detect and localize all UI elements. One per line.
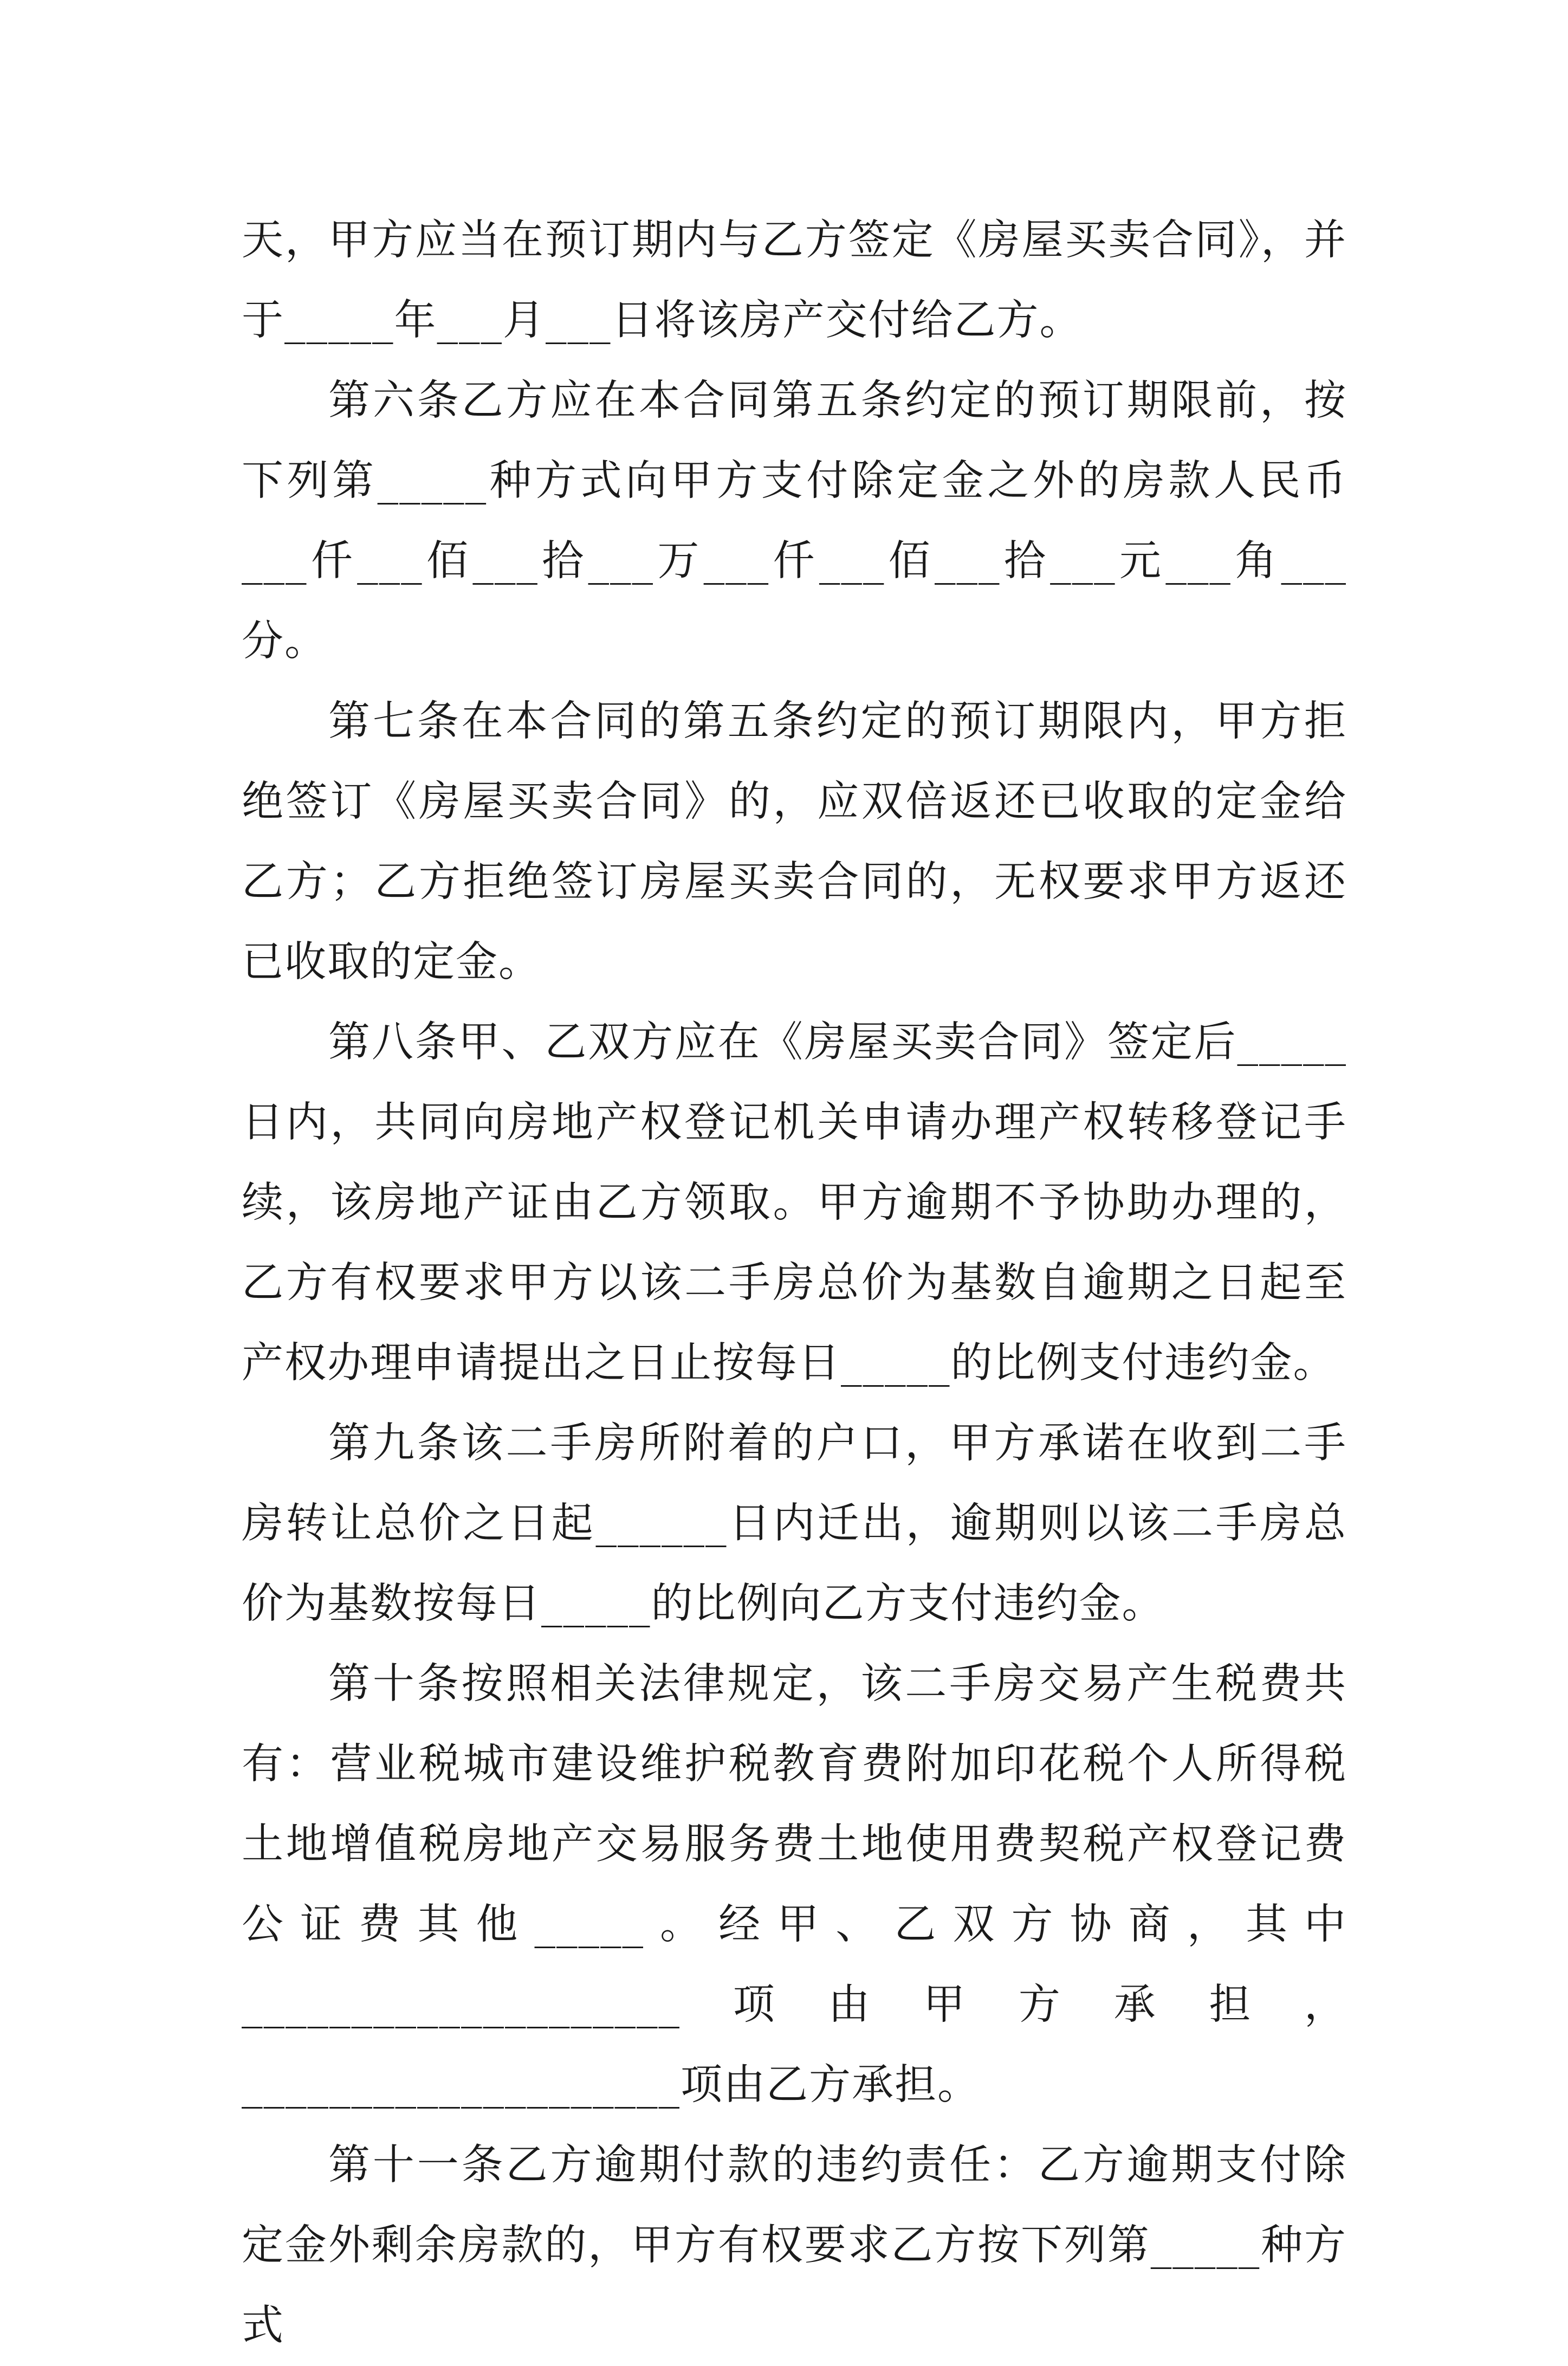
paragraph-continuation: 天，甲方应当在预订期内与乙方签定《房屋买卖合同》，并于_____年___月___日将该房产交付给乙方。 — [242, 216, 1347, 345]
article-10-paragraph: 第十条按照相关法律规定，该二手房交易产生税费共有：营业税城市建设维护税教育费附加印花税个人所得税土地增值税房地产交易服务费土地使用费契税产权登记费公证费其他_____。经甲、乙双方协商，其中____________________项由甲方承担，____________________项由乙方承担。 — [242, 1660, 1347, 2109]
document-body — [242, 201, 1347, 2366]
article-6-paragraph: 第六条乙方应在本合同第五条约定的预订期限前，按下列第_____种方式向甲方支付除定金之外的房款人民币___仟___佰___拾___万___仟___佰___拾___元___角___分。 — [242, 377, 1347, 665]
article-7-paragraph: 第七条在本合同的第五条约定的预订期限内，甲方拒绝签订《房屋买卖合同》的，应双倍返还已收取的定金给乙方；乙方拒绝签订房屋买卖合同的，无权要求甲方返还已收取的定金。 — [242, 697, 1347, 986]
article-11-paragraph: 第十一条乙方逾期付款的违约责任：乙方逾期支付除定金外剩余房款的，甲方有权要求乙方按下列第_____种方式 — [242, 2141, 1347, 2350]
article-9-paragraph: 第九条该二手房所附着的户口，甲方承诺在收到二手房转让总价之日起______日内迁出，逾期则以该二手房总价为基数按每日_____的比例向乙方支付违约金。 — [242, 1419, 1347, 1628]
article-8-paragraph: 第八条甲、乙双方应在《房屋买卖合同》签定后_____日内，共同向房地产权登记机关申请办理产权转移登记手续，该房地产证由乙方领取。甲方逾期不予协助办理的，乙方有权要求甲方以该二手房总价为基数自逾期之日起至产权办理申请提出之日止按每日_____的比例支付违约金。 — [242, 1018, 1347, 1387]
